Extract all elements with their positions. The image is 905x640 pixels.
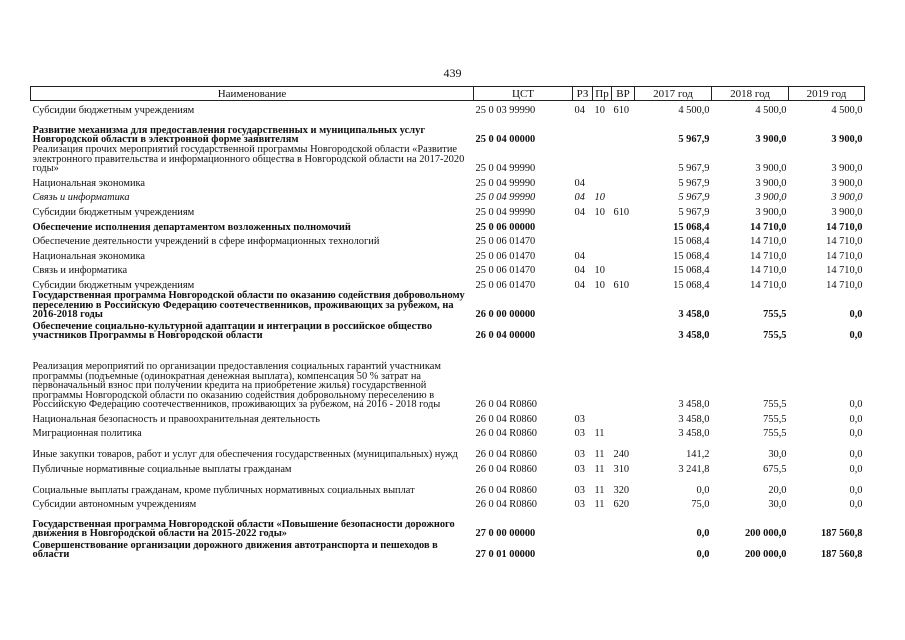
row-cst: 26 0 04 R0860 <box>475 449 537 460</box>
row-pr <box>593 290 612 319</box>
row-name: Субсидии бюджетным учреждениям <box>32 279 195 291</box>
row-rz: 04 <box>574 206 585 218</box>
row-2017: 0,0 <box>696 528 710 539</box>
table-row <box>31 217 865 232</box>
row-2017: 3 458,0 <box>678 329 710 341</box>
row-vr: 310 <box>613 463 630 475</box>
row-pr: 11 <box>594 484 605 496</box>
column-header-rz: РЗ <box>573 87 593 101</box>
row-pr: 11 <box>594 499 605 510</box>
row-rz <box>573 539 593 560</box>
row-2017: 3 458,0 <box>678 413 710 424</box>
row-cst: 25 0 04 00000 <box>475 134 536 145</box>
row-2018: 755,5 <box>763 413 787 424</box>
row-pr <box>593 539 612 560</box>
row-pr <box>593 319 612 340</box>
row-2018: 14 710,0 <box>750 221 787 232</box>
row-2019: 0,0 <box>849 499 863 510</box>
row-2018: 200 000,0 <box>744 549 787 560</box>
row-2017: 5 967,9 <box>678 206 710 218</box>
table-row <box>31 290 865 319</box>
table-row <box>31 439 865 460</box>
table-row <box>31 460 865 475</box>
row-2018: 755,5 <box>763 398 787 410</box>
row-2018: 30,0 <box>768 449 787 460</box>
row-2019: 3 900,0 <box>831 134 863 145</box>
row-vr <box>612 174 635 189</box>
row-2019: 14 710,0 <box>826 279 863 291</box>
row-name: Национальная безопасность и правоохранительная деятельность <box>32 413 320 424</box>
row-pr <box>593 409 612 424</box>
row-cst: 27 0 00 00000 <box>475 528 536 539</box>
row-2019: 0,0 <box>849 398 863 410</box>
row-cst: 26 0 04 R0860 <box>475 484 537 496</box>
row-2019: 3 900,0 <box>831 206 863 218</box>
row-pr: 10 <box>594 265 605 276</box>
row-2019: 14 710,0 <box>826 236 863 247</box>
row-name: Публичные нормативные социальные выплаты гражданам <box>32 463 292 475</box>
row-2017: 15 068,4 <box>673 265 710 276</box>
column-header-2019: 2019 год <box>789 87 865 101</box>
row-2017: 5 967,9 <box>678 163 710 174</box>
row-pr <box>593 174 612 189</box>
row-2019: 0,0 <box>849 484 863 496</box>
row-2019: 14 710,0 <box>826 221 863 232</box>
row-cst: 25 0 06 01470 <box>475 250 536 262</box>
row-rz <box>573 232 593 247</box>
row-pr: 10 <box>594 279 605 291</box>
row-2017: 4 500,0 <box>678 105 710 116</box>
row-name: Обеспечение социально-культурной адаптации и интеграции в российское общество участников Программы в Новгородской области <box>32 320 433 341</box>
row-2017: 3 241,8 <box>678 463 710 475</box>
row-rz: 03 <box>574 484 585 496</box>
row-vr <box>612 261 635 276</box>
row-cst: 26 0 04 00000 <box>475 329 536 341</box>
table-row <box>31 495 865 510</box>
table-row <box>31 319 865 340</box>
row-rz: 03 <box>574 413 585 424</box>
row-name: Связь и информатика <box>32 192 130 203</box>
row-cst: 26 0 04 R0860 <box>475 499 537 510</box>
budget-table <box>30 86 865 560</box>
row-cst: 25 0 06 00000 <box>475 221 536 232</box>
row-vr <box>612 145 635 174</box>
column-header-name: Наименование <box>31 87 474 101</box>
row-name: Иные закупки товаров, работ и услуг для обеспечения государственных (муниципальных) нужд <box>32 449 458 460</box>
row-cst: 25 0 04 99990 <box>475 192 536 203</box>
row-rz <box>573 217 593 232</box>
row-2018: 3 900,0 <box>755 192 787 203</box>
row-pr: 11 <box>594 463 605 475</box>
row-name: Миграционная политика <box>32 428 142 439</box>
row-name: Социальные выплаты гражданам, кроме публичных нормативных социальных выплат <box>32 484 415 496</box>
row-cst: 25 0 04 99990 <box>475 177 536 189</box>
row-vr <box>612 539 635 560</box>
row-2018: 755,5 <box>763 308 787 320</box>
row-name: Обеспечение исполнения департаментом возложенных полномочий <box>32 221 351 232</box>
row-2019: 187 560,8 <box>820 528 863 539</box>
row-2018: 3 900,0 <box>755 163 787 174</box>
row-name: Субсидии автономным учреждениям <box>32 499 197 510</box>
row-2018: 3 900,0 <box>755 177 787 189</box>
column-header-pr: Пр <box>593 87 612 101</box>
row-2019: 14 710,0 <box>826 250 863 262</box>
row-pr <box>593 232 612 247</box>
table-row <box>31 232 865 247</box>
row-rz: 04 <box>574 279 585 291</box>
row-2018: 14 710,0 <box>750 250 787 262</box>
row-vr: 240 <box>613 449 630 460</box>
row-2017: 5 967,9 <box>678 192 710 203</box>
table-row <box>31 424 865 439</box>
row-rz: 03 <box>574 428 585 439</box>
row-cst: 26 0 04 R0860 <box>475 398 537 410</box>
row-2017: 15 068,4 <box>673 279 710 291</box>
row-rz: 04 <box>574 105 585 116</box>
row-2019: 187 560,8 <box>820 549 863 560</box>
row-rz <box>573 319 593 340</box>
row-name: Субсидии бюджетным учреждениям <box>32 206 195 218</box>
row-name: Государственная программа Новгородской области по оказанию содействия добровольному переселению в Российскую Федерацию соотечественников, проживающих за рубежом, на 2016-2018 годы <box>32 290 465 320</box>
row-name: Субсидии бюджетным учреждениям <box>32 105 195 116</box>
row-2017: 5 967,9 <box>678 134 710 145</box>
row-2018: 20,0 <box>768 484 787 496</box>
row-vr: 610 <box>613 105 630 116</box>
row-pr <box>593 116 612 145</box>
row-vr <box>612 510 635 539</box>
row-cst: 25 0 04 99990 <box>475 206 536 218</box>
row-rz: 04 <box>574 177 585 189</box>
table-row <box>31 145 865 174</box>
row-vr <box>612 217 635 232</box>
row-2019: 14 710,0 <box>826 265 863 276</box>
row-rz: 04 <box>574 250 585 262</box>
row-2019: 3 900,0 <box>831 192 863 203</box>
row-cst: 26 0 04 R0860 <box>475 413 537 424</box>
row-name: Национальная экономика <box>32 177 146 189</box>
row-pr: 10 <box>594 206 605 218</box>
row-2017: 0,0 <box>696 549 710 560</box>
row-2019: 0,0 <box>849 449 863 460</box>
row-pr: 11 <box>594 449 605 460</box>
row-rz: 03 <box>574 449 585 460</box>
row-cst: 25 0 06 01470 <box>475 279 536 291</box>
row-rz: 03 <box>574 499 585 510</box>
table-row <box>31 474 865 495</box>
row-pr <box>593 217 612 232</box>
row-2018: 14 710,0 <box>750 279 787 291</box>
row-2019: 0,0 <box>849 428 863 439</box>
row-2017: 15 068,4 <box>673 221 710 232</box>
row-pr: 10 <box>594 105 605 116</box>
row-rz <box>573 290 593 319</box>
table-row <box>31 203 865 218</box>
row-2018: 4 500,0 <box>755 105 787 116</box>
row-vr <box>612 290 635 319</box>
row-2018: 30,0 <box>768 499 787 510</box>
row-2019: 3 900,0 <box>831 177 863 189</box>
row-vr <box>612 188 635 203</box>
row-rz: 03 <box>574 463 585 475</box>
row-rz <box>573 340 593 409</box>
row-name: Реализация прочих мероприятий государственной программы Новгородской области «Развитие электронного правительства и информационного общества в Новгородской области на 2017-2020 годы» <box>32 144 465 174</box>
row-2017: 75,0 <box>691 499 710 510</box>
row-2019: 0,0 <box>849 308 863 320</box>
row-2017: 3 458,0 <box>678 398 710 410</box>
row-2017: 0,0 <box>696 484 710 496</box>
table-row <box>31 101 865 116</box>
column-header-vr: ВР <box>612 87 635 101</box>
row-vr: 610 <box>613 279 630 291</box>
row-2017: 15 068,4 <box>673 250 710 262</box>
row-2017: 3 458,0 <box>678 308 710 320</box>
table-row <box>31 276 865 291</box>
row-2017: 15 068,4 <box>673 236 710 247</box>
row-vr <box>612 340 635 409</box>
table-row <box>31 510 865 539</box>
row-cst: 26 0 00 00000 <box>475 308 536 320</box>
row-2019: 3 900,0 <box>831 163 863 174</box>
row-name: Национальная экономика <box>32 250 146 262</box>
row-pr <box>593 247 612 262</box>
row-name: Совершенствование организации дорожного движения автотранспорта и пешеходов в области <box>32 539 438 560</box>
row-2018: 3 900,0 <box>755 134 787 145</box>
row-name: Развитие механизма для предоставления государственных и муниципальных услуг Новгородской области в электронной форме заявителям <box>32 124 426 145</box>
table-row <box>31 340 865 409</box>
row-2019: 0,0 <box>849 329 863 341</box>
row-2019: 0,0 <box>849 413 863 424</box>
row-rz <box>573 510 593 539</box>
row-pr <box>593 510 612 539</box>
row-vr <box>612 424 635 439</box>
table-row <box>31 539 865 560</box>
row-pr <box>593 340 612 409</box>
row-2018: 200 000,0 <box>744 528 787 539</box>
table-row <box>31 261 865 276</box>
table-row <box>31 116 865 145</box>
row-name: Обеспечение деятельности учреждений в сфере информационных технологий <box>32 236 380 247</box>
row-vr <box>612 319 635 340</box>
row-name: Реализация мероприятий по организации предоставления социальных гарантий участникам программы (подъемные (одинократная денежная выплата), компенсация 50 % затрат на первоначальный взнос при получении кредита на приобретение жилья) государственной программы Новгородской области по оказанию содействия добровольному переселению в Российскую Федерацию соотечественников, проживающих за рубежом, на 2016 - 2018 годы <box>32 361 441 410</box>
row-2017: 5 967,9 <box>678 177 710 189</box>
row-pr: 10 <box>594 192 605 203</box>
row-2017: 3 458,0 <box>678 428 710 439</box>
row-2018: 14 710,0 <box>750 236 787 247</box>
table-header-row <box>31 87 865 101</box>
row-2018: 755,5 <box>763 329 787 341</box>
table-row <box>31 174 865 189</box>
row-vr <box>612 409 635 424</box>
row-pr: 11 <box>594 428 605 439</box>
column-header-2017: 2017 год <box>635 87 712 101</box>
row-name: Государственная программа Новгородской области «Повышение безопасности дорожного движения в Новгородской области на 2015-2022 годы» <box>32 518 455 539</box>
row-vr <box>612 232 635 247</box>
row-2018: 14 710,0 <box>750 265 787 276</box>
row-2018: 675,5 <box>763 463 787 475</box>
row-rz <box>573 145 593 174</box>
page-number: 439 <box>443 66 462 80</box>
row-cst: 26 0 04 R0860 <box>475 428 537 439</box>
row-cst: 25 0 06 01470 <box>475 265 536 276</box>
row-2018: 755,5 <box>763 428 787 439</box>
table-row <box>31 247 865 262</box>
row-vr: 320 <box>613 484 630 496</box>
row-vr <box>612 116 635 145</box>
row-2019: 4 500,0 <box>831 105 863 116</box>
row-rz <box>573 116 593 145</box>
row-2017: 141,2 <box>686 449 710 460</box>
table-row <box>31 188 865 203</box>
column-header-2018: 2018 год <box>712 87 789 101</box>
row-vr: 620 <box>613 499 630 510</box>
row-rz: 04 <box>574 265 585 276</box>
row-pr <box>593 145 612 174</box>
row-cst: 25 0 04 99990 <box>475 163 536 174</box>
row-cst: 25 0 03 99990 <box>475 105 536 116</box>
row-vr: 610 <box>613 206 630 218</box>
row-2018: 3 900,0 <box>755 206 787 218</box>
table-row <box>31 409 865 424</box>
row-rz: 04 <box>574 192 585 203</box>
row-name: Связь и информатика <box>32 265 128 276</box>
column-header-cst: ЦСТ <box>474 87 573 101</box>
row-2019: 0,0 <box>849 463 863 475</box>
row-vr <box>612 247 635 262</box>
row-cst: 26 0 04 R0860 <box>475 463 537 475</box>
row-cst: 25 0 06 01470 <box>475 236 536 247</box>
row-cst: 27 0 01 00000 <box>475 549 536 560</box>
